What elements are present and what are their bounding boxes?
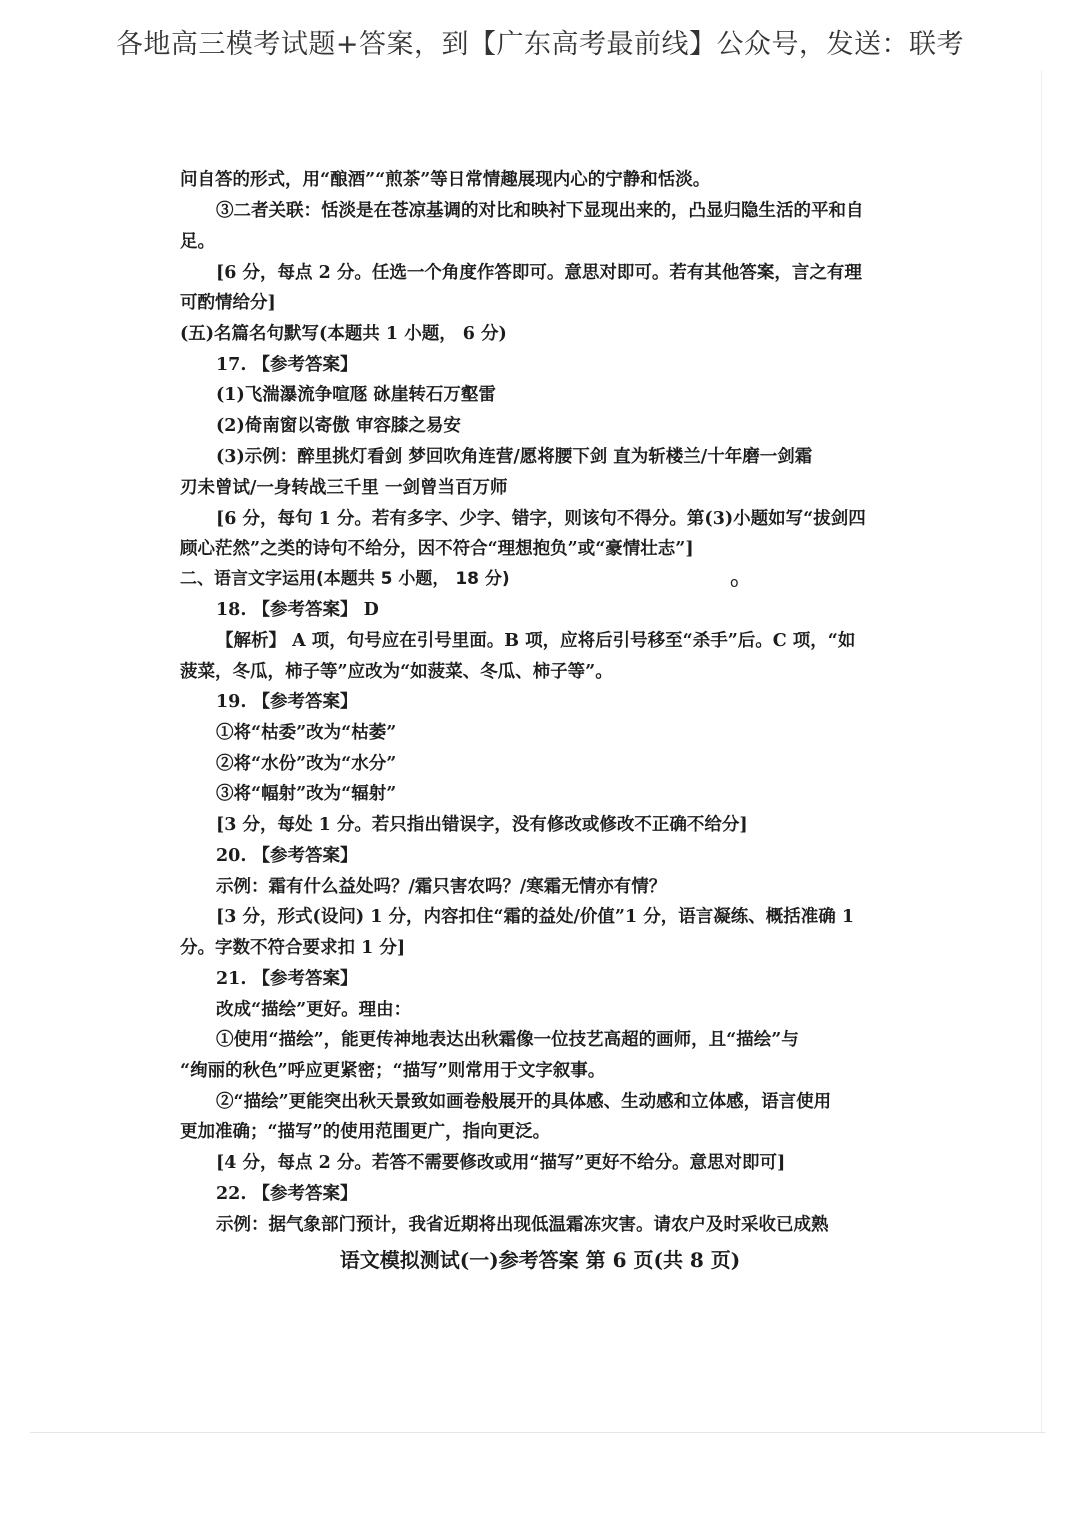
- text-line: ③将“幅射”改为“辐射”: [216, 784, 397, 804]
- text-line: ②“描绘”更能突出秋天景致如画卷般展开的具体感、生动感和立体感，语言使用: [216, 1092, 832, 1112]
- stray-mark: o: [730, 575, 739, 591]
- text-line: ①使用“描绘”，能更传神地表达出秋霜像一位技艺高超的画师，且“描绘”与: [216, 1030, 799, 1050]
- text-line: [3 分，每处 1 分。若只指出错误字，没有修改或修改不正确不给分]: [216, 815, 748, 835]
- text-line: ②将“水份”改为“水分”: [216, 754, 397, 774]
- answer-label: 18. 【参考答案】 D: [216, 600, 379, 620]
- text-line: 顾心茫然”之类的诗句不给分，因不符合“理想抱负”或“豪情壮志”]: [180, 539, 694, 559]
- section-heading: (五)名篇名句默写(本题共 1 小题， 6 分): [180, 324, 507, 344]
- text-line: (3)示例：醉里挑灯看剑 梦回吹角连营/愿将腰下剑 直为斩楼兰/十年磨一剑霜: [216, 447, 813, 467]
- text-line: 问自答的形式，用“酿酒”“煎茶”等日常情趣展现内心的宁静和恬淡。: [180, 170, 711, 190]
- text-line: [3 分，形式(设问) 1 分，内容扣住“霜的益处/价值”1 分，语言凝练、概括准确 1: [216, 907, 855, 927]
- answer-label: 19. 【参考答案】: [216, 692, 358, 712]
- text-line: 示例：霜有什么益处吗？/霜只害农吗？/寒霜无情亦有情？: [216, 877, 667, 897]
- text-line: ①将“枯委”改为“枯萎”: [216, 723, 397, 743]
- text-line: 刃未曾试/一身转战三千里 一剑曾当百万师: [180, 478, 508, 498]
- text-line: 菠菜，冬瓜，柿子等”应改为“如菠菜、冬瓜、柿子等”。: [180, 662, 613, 682]
- text-line: [6 分，每点 2 分。任选一个角度作答即可。意思对即可。若有其他答案，言之有理: [216, 263, 862, 283]
- text-line: 改成“描绘”更好。理由：: [216, 1000, 412, 1020]
- text-line: ③二者关联：恬淡是在苍凉基调的对比和映衬下显现出来的，凸显归隐生活的平和自: [216, 201, 864, 221]
- page-footer: 语文模拟测试(一)参考答案 第 6 页(共 8 页): [339, 1248, 741, 1272]
- text-line: 【解析】 A 项，句号应在引号里面。B 项，应将后引号移至“杀手”后。C 项，“如: [216, 631, 856, 651]
- text-line: 示例：据气象部门预计，我省近期将出现低温霜冻灾害。请农户及时采收已成熟: [216, 1215, 829, 1235]
- header-banner: 各地高三模考试题+答案，到【广东高考最前线】公众号，发送：联考: [115, 29, 965, 60]
- section-heading: 二、语言文字运用(本题共 5 小题， 18 分): [180, 569, 510, 589]
- text-line: 足。: [180, 232, 215, 252]
- text-line: 可酌情给分]: [180, 293, 276, 313]
- text-line: (2)倚南窗以寄傲 审容膝之易安: [216, 416, 461, 436]
- text-line: 分。字数不符合要求扣 1 分]: [180, 938, 406, 958]
- scan-edge-right: [1041, 70, 1042, 1432]
- text-line: (1)飞湍瀑流争喧豗 砯崖转石万壑雷: [216, 385, 496, 405]
- answer-label: 17. 【参考答案】: [216, 355, 358, 375]
- text-line: [4 分，每点 2 分。若答不需要修改或用“描写”更好不给分。意思对即可]: [216, 1153, 786, 1173]
- text-line: [6 分，每句 1 分。若有多字、少字、错字，则该句不得分。第(3)小题如写“拔剑四: [216, 509, 866, 529]
- text-line: “绚丽的秋色”呼应更紧密；“描写”则常用于文字叙事。: [180, 1061, 606, 1081]
- scan-edge-bottom: [30, 1432, 1045, 1433]
- answer-label: 22. 【参考答案】: [216, 1184, 358, 1204]
- answer-label: 20. 【参考答案】: [216, 846, 358, 866]
- answer-label: 21. 【参考答案】: [216, 969, 358, 989]
- text-line: 更加准确；“描写”的使用范围更广，指向更泛。: [180, 1122, 551, 1142]
